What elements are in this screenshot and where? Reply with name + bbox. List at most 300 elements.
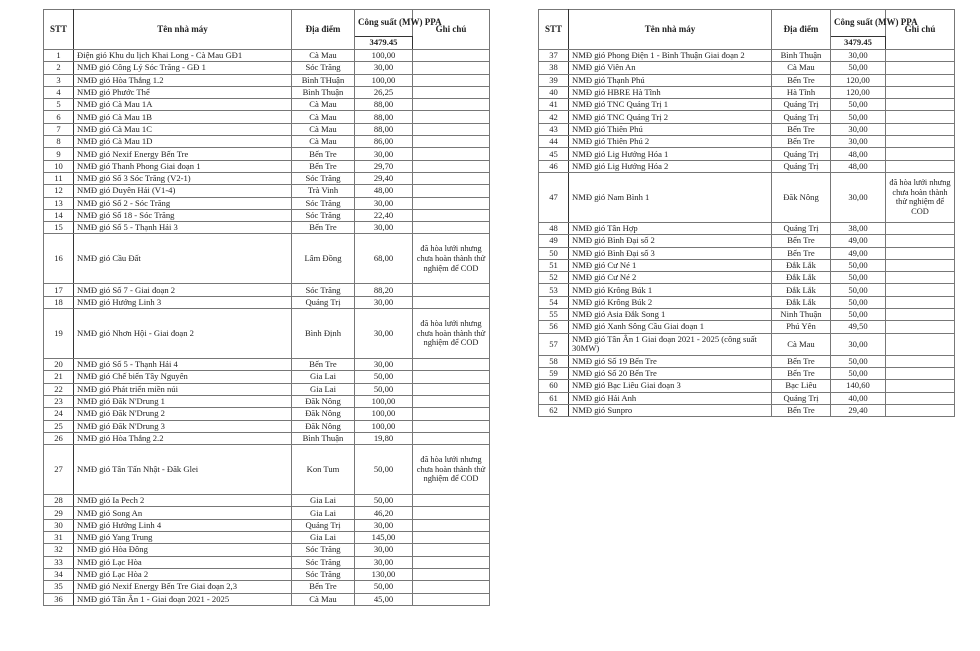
row-note — [413, 172, 490, 184]
row-note — [413, 544, 490, 556]
row-plant-name: NMĐ gió Bình Đại số 2 — [569, 235, 772, 247]
row-note — [886, 86, 955, 98]
table-row — [44, 296, 490, 308]
row-stt: 61 — [539, 392, 569, 404]
row-location: Bến Tre — [292, 148, 355, 160]
row-note — [413, 371, 490, 383]
row-stt: 8 — [44, 136, 74, 148]
row-location: Phú Yên — [772, 321, 831, 333]
row-plant-name: NMĐ gió Số 5 - Thạnh Hải 3 — [74, 222, 292, 234]
row-note — [413, 395, 490, 407]
row-note — [886, 50, 955, 62]
table-row — [44, 408, 490, 420]
row-plant-name: NMĐ gió Krông Búk 1 — [569, 284, 772, 296]
row-power: 49,50 — [831, 321, 886, 333]
row-note — [413, 519, 490, 531]
row-plant-name: NMĐ gió Nexif Energy Bến Tre — [74, 148, 292, 160]
row-stt: 35 — [44, 581, 74, 593]
table-row — [539, 123, 955, 135]
table-row — [44, 371, 490, 383]
row-location: Bình Thuận — [772, 50, 831, 62]
row-location: Cà Mau — [292, 136, 355, 148]
table-row — [539, 111, 955, 123]
row-power: 88,00 — [355, 111, 413, 123]
header-location: Địa điểm — [772, 10, 831, 50]
table-row — [44, 359, 490, 371]
row-stt: 33 — [44, 556, 74, 568]
row-location: Quảng Trị — [772, 160, 831, 172]
row-power: 50,00 — [355, 371, 413, 383]
row-plant-name: NMĐ gió Lạc Hòa 2 — [74, 568, 292, 580]
header-note: Ghi chú — [413, 10, 490, 50]
row-plant-name: NMĐ gió Số 20 Bến Tre — [569, 367, 772, 379]
row-plant-name: NMĐ gió Số 2 - Sóc Trăng — [74, 197, 292, 209]
row-plant-name: NMĐ gió Viên An — [569, 62, 772, 74]
row-stt: 42 — [539, 111, 569, 123]
row-stt: 46 — [539, 160, 569, 172]
row-note — [886, 404, 955, 416]
row-plant-name: NMĐ gió Tân Ân 1 - Giai đoạn 2021 - 2025 — [74, 593, 292, 605]
row-power: 120,00 — [831, 86, 886, 98]
row-location: Kon Tum — [292, 445, 355, 495]
table-row — [539, 160, 955, 172]
row-stt: 57 — [539, 333, 569, 355]
row-note — [413, 209, 490, 221]
row-plant-name: NMĐ gió Hòa Đông — [74, 544, 292, 556]
table-row — [44, 234, 490, 284]
row-note — [886, 222, 955, 234]
row-power: 50,00 — [831, 309, 886, 321]
row-plant-name: NMĐ gió Tân Hợp — [569, 222, 772, 234]
row-power: 49,00 — [831, 247, 886, 259]
row-stt: 22 — [44, 383, 74, 395]
row-power: 29,40 — [355, 172, 413, 184]
row-location: Lâm Đồng — [292, 234, 355, 284]
row-stt: 24 — [44, 408, 74, 420]
row-stt: 36 — [44, 593, 74, 605]
table-row — [44, 383, 490, 395]
row-location: Đắk Lắk — [772, 272, 831, 284]
row-power: 50,00 — [355, 581, 413, 593]
row-stt: 20 — [44, 359, 74, 371]
row-location: Bến Tre — [772, 367, 831, 379]
table-row — [539, 367, 955, 379]
row-power: 50,00 — [831, 272, 886, 284]
row-location: Quảng Trị — [772, 392, 831, 404]
row-note — [413, 408, 490, 420]
row-stt: 15 — [44, 222, 74, 234]
table-row — [44, 593, 490, 605]
row-power: 50,00 — [355, 495, 413, 507]
row-note — [886, 296, 955, 308]
row-plant-name: NMĐ gió Tân Tấn Nhật - Đăk Glei — [74, 445, 292, 495]
row-plant-name: NMĐ gió Nam Bình 1 — [569, 172, 772, 222]
row-location: Gia Lai — [292, 383, 355, 395]
row-power: 30,00 — [831, 136, 886, 148]
row-plant-name: NMĐ gió Cà Mau 1D — [74, 136, 292, 148]
row-stt: 43 — [539, 123, 569, 135]
table-row — [539, 333, 955, 355]
row-power: 30,00 — [355, 359, 413, 371]
row-plant-name: NMĐ gió Phước Thể — [74, 86, 292, 98]
row-note — [886, 355, 955, 367]
table-row — [539, 50, 955, 62]
row-stt: 16 — [44, 234, 74, 284]
row-plant-name: NMĐ gió Đăk N'Drung 2 — [74, 408, 292, 420]
table-row — [44, 581, 490, 593]
table-row — [44, 222, 490, 234]
row-location: Quảng Trị — [292, 519, 355, 531]
header-total: 3479.45 — [831, 37, 886, 50]
row-plant-name: NMĐ gió Số 5 - Thạnh Hải 4 — [74, 359, 292, 371]
table-row — [44, 544, 490, 556]
row-location: Đắk Lắk — [772, 284, 831, 296]
row-location: Gia Lai — [292, 507, 355, 519]
table-row — [539, 222, 955, 234]
row-power: 100,00 — [355, 420, 413, 432]
table-row — [44, 148, 490, 160]
table-row — [44, 62, 490, 74]
row-power: 50,00 — [355, 383, 413, 395]
row-location: Gia Lai — [292, 532, 355, 544]
row-location: Cà Mau — [292, 593, 355, 605]
row-location: Sóc Trăng — [292, 62, 355, 74]
row-location: Đắk Lắk — [772, 296, 831, 308]
row-location: Bến Tre — [772, 247, 831, 259]
row-note: đã hòa lưới nhưng chưa hoàn thành thử nghiệm để COD — [886, 172, 955, 222]
row-stt: 5 — [44, 99, 74, 111]
row-location: Bến Tre — [772, 404, 831, 416]
row-note — [886, 380, 955, 392]
row-plant-name: NMĐ gió Số 18 - Sóc Trăng — [74, 209, 292, 221]
row-power: 30,00 — [355, 62, 413, 74]
table-row — [539, 99, 955, 111]
row-location: Sóc Trăng — [292, 197, 355, 209]
row-note — [413, 148, 490, 160]
row-power: 130,00 — [355, 568, 413, 580]
row-plant-name: NMĐ gió Cà Mau 1A — [74, 99, 292, 111]
row-plant-name: NMĐ gió TNC Quảng Trị 2 — [569, 111, 772, 123]
table-row — [539, 355, 955, 367]
row-location: Sóc Trăng — [292, 544, 355, 556]
row-note: đã hòa lưới nhưng chưa hoàn thành thử nghiệm để COD — [413, 445, 490, 495]
row-power: 140,60 — [831, 380, 886, 392]
row-stt: 10 — [44, 160, 74, 172]
row-note — [413, 185, 490, 197]
table-row — [44, 495, 490, 507]
row-plant-name: NMĐ gió Bạc Liêu Giai đoạn 3 — [569, 380, 772, 392]
row-note — [886, 148, 955, 160]
table-row — [44, 420, 490, 432]
row-plant-name: NMĐ gió Hải Anh — [569, 392, 772, 404]
table-row — [44, 209, 490, 221]
row-power: 50,00 — [831, 62, 886, 74]
row-note — [413, 556, 490, 568]
row-power: 120,00 — [831, 74, 886, 86]
table-row — [539, 74, 955, 86]
row-stt: 30 — [44, 519, 74, 531]
header-location: Địa điểm — [292, 10, 355, 50]
row-stt: 49 — [539, 235, 569, 247]
row-stt: 4 — [44, 86, 74, 98]
row-note — [886, 123, 955, 135]
row-note — [886, 259, 955, 271]
table-row — [539, 272, 955, 284]
row-note — [413, 296, 490, 308]
row-plant-name: NMĐ gió Nexif Energy Bến Tre Giai đoạn 2,3 — [74, 581, 292, 593]
row-stt: 23 — [44, 395, 74, 407]
row-location: Sóc Trăng — [292, 172, 355, 184]
row-note — [886, 247, 955, 259]
row-note — [886, 136, 955, 148]
row-power: 19,80 — [355, 432, 413, 444]
row-note — [413, 507, 490, 519]
table-row — [539, 136, 955, 148]
row-power: 88,00 — [355, 99, 413, 111]
row-plant-name: NMĐ gió Hòa Thắng 2.2 — [74, 432, 292, 444]
row-stt: 14 — [44, 209, 74, 221]
table-row — [44, 172, 490, 184]
row-plant-name: NMĐ gió Số 7 - Giai đoạn 2 — [74, 284, 292, 296]
row-plant-name: NMĐ gió Duyên Hải (V1-4) — [74, 185, 292, 197]
row-power: 38,00 — [831, 222, 886, 234]
table-row — [539, 380, 955, 392]
row-stt: 26 — [44, 432, 74, 444]
row-stt: 38 — [539, 62, 569, 74]
row-note: đã hòa lưới nhưng chưa hoàn thành thử nghiệm để COD — [413, 309, 490, 359]
row-power: 30,00 — [355, 296, 413, 308]
row-stt: 41 — [539, 99, 569, 111]
row-location: Đăk Nông — [292, 408, 355, 420]
row-stt: 50 — [539, 247, 569, 259]
row-location: Ninh Thuận — [772, 309, 831, 321]
row-stt: 48 — [539, 222, 569, 234]
row-location: Bến Tre — [772, 74, 831, 86]
row-plant-name: NMĐ gió Hòa Thắng 1.2 — [74, 74, 292, 86]
table-row — [539, 247, 955, 259]
row-note — [413, 420, 490, 432]
row-plant-name: Điện gió Khu du lịch Khai Long - Cà Mau GĐ1 — [74, 50, 292, 62]
row-note — [886, 235, 955, 247]
row-note — [886, 62, 955, 74]
row-plant-name: NMĐ gió Asia Đắk Song 1 — [569, 309, 772, 321]
row-plant-name: NMĐ gió Đăk N'Drung 3 — [74, 420, 292, 432]
table-row — [539, 309, 955, 321]
table-row — [44, 74, 490, 86]
table-row — [539, 259, 955, 271]
row-note — [886, 392, 955, 404]
table-row — [539, 62, 955, 74]
row-plant-name: NMĐ gió Hướng Linh 4 — [74, 519, 292, 531]
row-stt: 1 — [44, 50, 74, 62]
row-location: Bình Thuận — [292, 432, 355, 444]
row-note — [886, 160, 955, 172]
row-location: Bến Tre — [292, 160, 355, 172]
row-note — [413, 383, 490, 395]
row-note — [413, 160, 490, 172]
table-row — [44, 395, 490, 407]
row-stt: 2 — [44, 62, 74, 74]
row-stt: 59 — [539, 367, 569, 379]
table-row — [44, 532, 490, 544]
row-plant-name: NMĐ gió Song An — [74, 507, 292, 519]
row-note — [413, 568, 490, 580]
row-stt: 18 — [44, 296, 74, 308]
row-stt: 40 — [539, 86, 569, 98]
row-power: 26,25 — [355, 86, 413, 98]
table-row — [44, 50, 490, 62]
row-note — [413, 123, 490, 135]
row-location: Bến Tre — [772, 136, 831, 148]
row-note — [413, 136, 490, 148]
row-location: Bình THuận — [292, 74, 355, 86]
row-power: 88,20 — [355, 284, 413, 296]
row-plant-name: NMĐ gió Phát triển miền núi — [74, 383, 292, 395]
table-row — [44, 309, 490, 359]
row-stt: 21 — [44, 371, 74, 383]
row-location: Trà Vinh — [292, 185, 355, 197]
row-stt: 53 — [539, 284, 569, 296]
header-stt: STT — [44, 10, 74, 50]
row-note — [413, 581, 490, 593]
row-power: 22,40 — [355, 209, 413, 221]
row-stt: 55 — [539, 309, 569, 321]
row-note — [886, 367, 955, 379]
row-plant-name: NMĐ gió Chế biến Tây Nguyên — [74, 371, 292, 383]
row-stt: 19 — [44, 309, 74, 359]
table-row — [44, 99, 490, 111]
row-location: Sóc Trăng — [292, 284, 355, 296]
row-power: 100,00 — [355, 408, 413, 420]
row-location: Gia Lai — [292, 371, 355, 383]
row-stt: 27 — [44, 445, 74, 495]
row-stt: 62 — [539, 404, 569, 416]
header-power: Công suất (MW) PPA — [831, 10, 886, 37]
row-note — [886, 333, 955, 355]
row-plant-name: NMĐ gió Yang Trung — [74, 532, 292, 544]
row-power: 30,00 — [355, 544, 413, 556]
row-plant-name: NMĐ gió Số 3 Sóc Trăng (V2-1) — [74, 172, 292, 184]
row-note — [886, 272, 955, 284]
row-location: Hà Tĩnh — [772, 86, 831, 98]
row-location: Bến Tre — [292, 359, 355, 371]
table-row — [539, 172, 955, 222]
row-power: 30,00 — [831, 50, 886, 62]
row-stt: 6 — [44, 111, 74, 123]
table-row — [44, 568, 490, 580]
row-power: 68,00 — [355, 234, 413, 284]
row-location: Cà Mau — [292, 50, 355, 62]
row-plant-name: NMĐ gió Sunpro — [569, 404, 772, 416]
row-stt: 51 — [539, 259, 569, 271]
row-stt: 9 — [44, 148, 74, 160]
row-power: 30,00 — [355, 309, 413, 359]
table-row — [539, 235, 955, 247]
row-note — [413, 111, 490, 123]
row-location: Quảng Trị — [772, 99, 831, 111]
row-location: Quảng Trị — [772, 148, 831, 160]
row-power: 29,70 — [355, 160, 413, 172]
row-stt: 11 — [44, 172, 74, 184]
row-note — [413, 222, 490, 234]
row-note — [413, 86, 490, 98]
row-location: Sóc Trăng — [292, 209, 355, 221]
table-row — [44, 519, 490, 531]
table-row — [44, 197, 490, 209]
row-plant-name: NMĐ gió Công Lý Sóc Trăng - GĐ 1 — [74, 62, 292, 74]
row-location: Gia Lai — [292, 495, 355, 507]
row-stt: 45 — [539, 148, 569, 160]
row-location: Bến Tre — [772, 123, 831, 135]
row-power: 100,00 — [355, 395, 413, 407]
row-note — [413, 62, 490, 74]
row-stt: 44 — [539, 136, 569, 148]
header-power: Công suất (MW) PPA — [355, 10, 413, 37]
table-row — [44, 556, 490, 568]
row-location: Bến Tre — [772, 235, 831, 247]
row-note — [413, 50, 490, 62]
row-power: 30,00 — [355, 556, 413, 568]
row-plant-name: NMĐ gió Cư Né 1 — [569, 259, 772, 271]
row-plant-name: NMĐ gió Cư Né 2 — [569, 272, 772, 284]
table-row — [44, 86, 490, 98]
row-stt: 7 — [44, 123, 74, 135]
row-stt: 56 — [539, 321, 569, 333]
row-plant-name: NMĐ gió Krông Búk 2 — [569, 296, 772, 308]
row-plant-name: NMĐ gió Nhơn Hội - Giai đoạn 2 — [74, 309, 292, 359]
table-row — [44, 185, 490, 197]
row-plant-name: NMĐ gió Lig Hướng Hóa 2 — [569, 160, 772, 172]
row-plant-name: NMĐ gió Ia Pech 2 — [74, 495, 292, 507]
row-power: 40,00 — [831, 392, 886, 404]
row-location: Quảng Trị — [772, 222, 831, 234]
table-row — [539, 392, 955, 404]
row-plant-name: NMĐ gió Cầu Đất — [74, 234, 292, 284]
row-location: Đăk Nông — [292, 420, 355, 432]
row-location: Bến Tre — [292, 581, 355, 593]
header-total: 3479.45 — [355, 37, 413, 50]
row-stt: 12 — [44, 185, 74, 197]
row-stt: 54 — [539, 296, 569, 308]
row-note — [886, 284, 955, 296]
header-stt: STT — [539, 10, 569, 50]
row-note — [413, 284, 490, 296]
table-row — [539, 404, 955, 416]
row-power: 100,00 — [355, 74, 413, 86]
row-note — [886, 111, 955, 123]
row-note — [413, 359, 490, 371]
row-stt: 34 — [44, 568, 74, 580]
row-location: Bến Tre — [772, 355, 831, 367]
row-power: 50,00 — [355, 445, 413, 495]
row-stt: 31 — [44, 532, 74, 544]
row-power: 50,00 — [831, 296, 886, 308]
header-name: Tên nhà máy — [74, 10, 292, 50]
row-power: 50,00 — [831, 367, 886, 379]
row-plant-name: NMĐ gió Thiên Phú 2 — [569, 136, 772, 148]
row-location: Cà Mau — [772, 62, 831, 74]
row-stt: 13 — [44, 197, 74, 209]
row-note — [413, 532, 490, 544]
row-stt: 25 — [44, 420, 74, 432]
row-plant-name: NMĐ gió Bình Đại số 3 — [569, 247, 772, 259]
row-stt: 60 — [539, 380, 569, 392]
row-location: Cà Mau — [292, 123, 355, 135]
row-power: 29,40 — [831, 404, 886, 416]
row-power: 45,00 — [355, 593, 413, 605]
row-power: 30,00 — [355, 222, 413, 234]
row-stt: 29 — [44, 507, 74, 519]
